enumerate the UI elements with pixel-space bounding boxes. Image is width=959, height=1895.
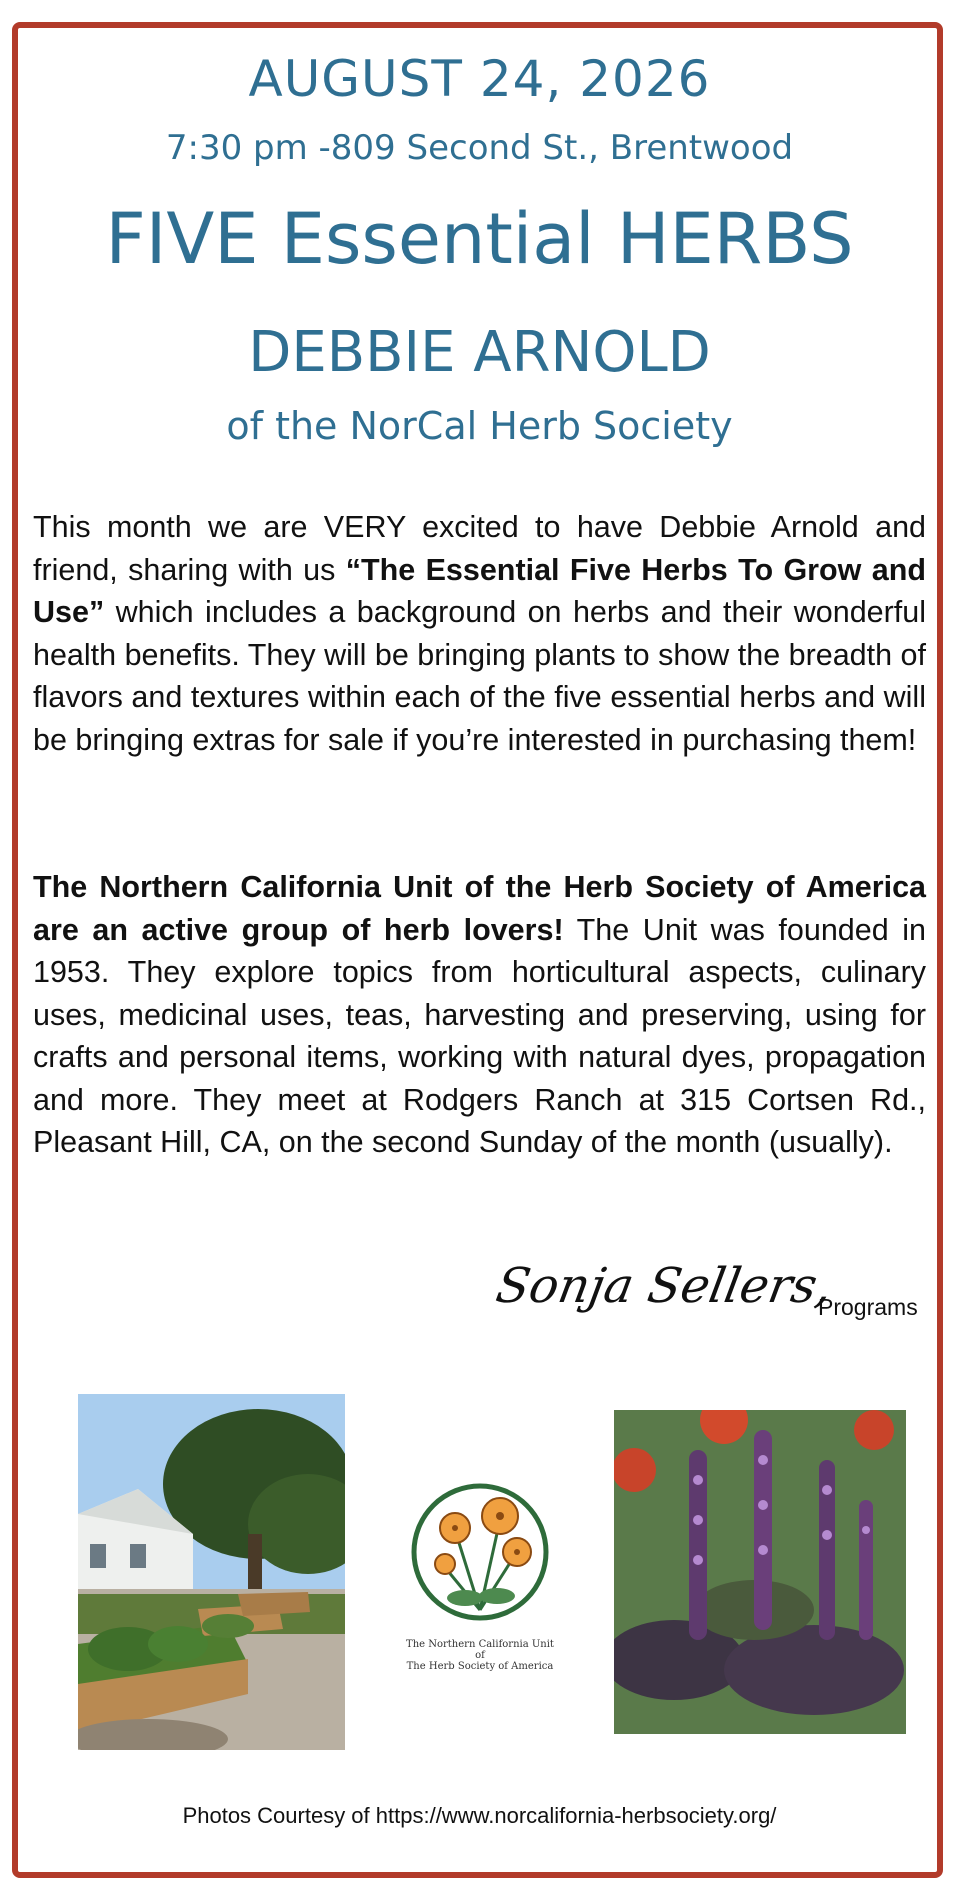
signature-role: Programs — [818, 1294, 918, 1320]
speaker-affiliation: of the NorCal Herb Society — [226, 404, 733, 448]
event-title: FIVE Essential HERBS — [105, 198, 854, 280]
garden-photo — [78, 1394, 345, 1750]
herb-society-logo — [405, 1480, 555, 1672]
intro-text-a: This month we are VERY excited to have Debbie Arnold and friend, sharing with us — [33, 510, 926, 587]
speaker-name: DEBBIE ARNOLD — [248, 320, 711, 385]
photo-credit: Photos Courtesy of https://www.norcalifornia-herbsociety.org/ — [182, 1803, 777, 1828]
society-text: The Unit was founded in 1953. They explore topics from horticultural aspects, culinary uses, medicinal uses, teas, harvesting and preserving, using for crafts and personal items, working with natural dyes, propagation and more. They meet at Rodgers Ranch at 315 Cortsen Rd., Pleasant Hill, CA, on the second Sunday of the month (usually). — [33, 912, 926, 1159]
intro-paragraph — [33, 506, 926, 761]
signature: Sonja Sellers, — [492, 1258, 837, 1314]
poppy-emblem-icon — [405, 1480, 555, 1630]
logo-caption-line2: The Herb Society of America — [406, 1661, 554, 1672]
logo-caption-line1: The Northern California Unit of — [406, 1639, 554, 1661]
event-date: AUGUST 24, 2026 — [248, 50, 711, 108]
society-paragraph — [33, 866, 926, 1164]
society-lead: The Northern California Unit of the Herb Society of America are an active group of herb lovers! — [33, 870, 926, 947]
talk-title: “The Essential Five Herbs To Grow and Use” — [33, 552, 926, 629]
basil-photo — [614, 1410, 906, 1734]
event-time-location: 7:30 pm -809 Second St., Brentwood — [165, 128, 794, 168]
intro-text-b: which includes a background on herbs and their wonderful health benefits. They will be bringing plants to show the breadth of flavors and textures within each of the five essential herbs and will be bringing extras for sale if you’re interested in purchasing them! — [33, 595, 926, 757]
